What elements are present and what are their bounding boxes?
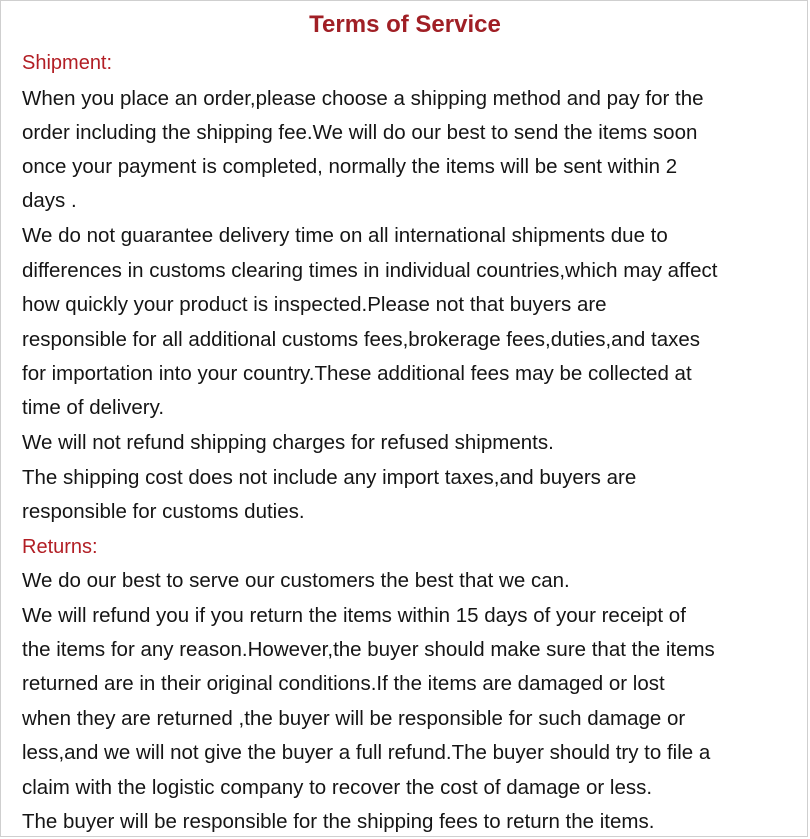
shipment-line: time of delivery. [22, 396, 165, 419]
returns-line: claim with the logistic company to recover the cost of damage or less. [22, 776, 653, 799]
shipment-line: When you place an order,please choose a shipping method and pay for the [22, 87, 704, 110]
shipment-line: The shipping cost does not include any import taxes,and buyers are [22, 466, 637, 489]
shipment-line: differences in customs clearing times in individual countries,which may affect [22, 259, 718, 282]
returns-line: The buyer will be responsible for the shipping fees to return the items. [22, 810, 655, 833]
returns-line: less,and we will not give the buyer a full refund.The buyer should try to file a [22, 741, 711, 764]
shipment-line: responsible for all additional customs fees,brokerage fees,duties,and taxes [22, 328, 701, 351]
returns-heading: Returns: [22, 536, 98, 558]
page-title: Terms of Service [309, 11, 501, 38]
returns-line: returned are in their original conditions.If the items are damaged or lost [22, 672, 665, 695]
returns-line: We will refund you if you return the items within 15 days of your receipt of [22, 604, 686, 627]
shipment-line: days . [22, 189, 77, 212]
shipment-line: We will not refund shipping charges for refused shipments. [22, 431, 554, 454]
returns-line: the items for any reason.However,the buyer should make sure that the items [22, 638, 715, 661]
returns-line: We do our best to serve our customers the best that we can. [22, 569, 570, 592]
shipment-line: for importation into your country.These additional fees may be collected at [22, 362, 692, 385]
shipment-line: We do not guarantee delivery time on all international shipments due to [22, 224, 668, 247]
shipment-line: order including the shipping fee.We will do our best to send the items soon [22, 121, 698, 144]
shipment-line: how quickly your product is inspected.Please not that buyers are [22, 293, 607, 316]
returns-line: when they are returned ,the buyer will be responsible for such damage or [22, 707, 686, 730]
shipment-heading: Shipment: [22, 52, 113, 74]
shipment-line: responsible for customs duties. [22, 500, 305, 523]
shipment-line: once your payment is completed, normally the items will be sent within 2 [22, 155, 678, 178]
